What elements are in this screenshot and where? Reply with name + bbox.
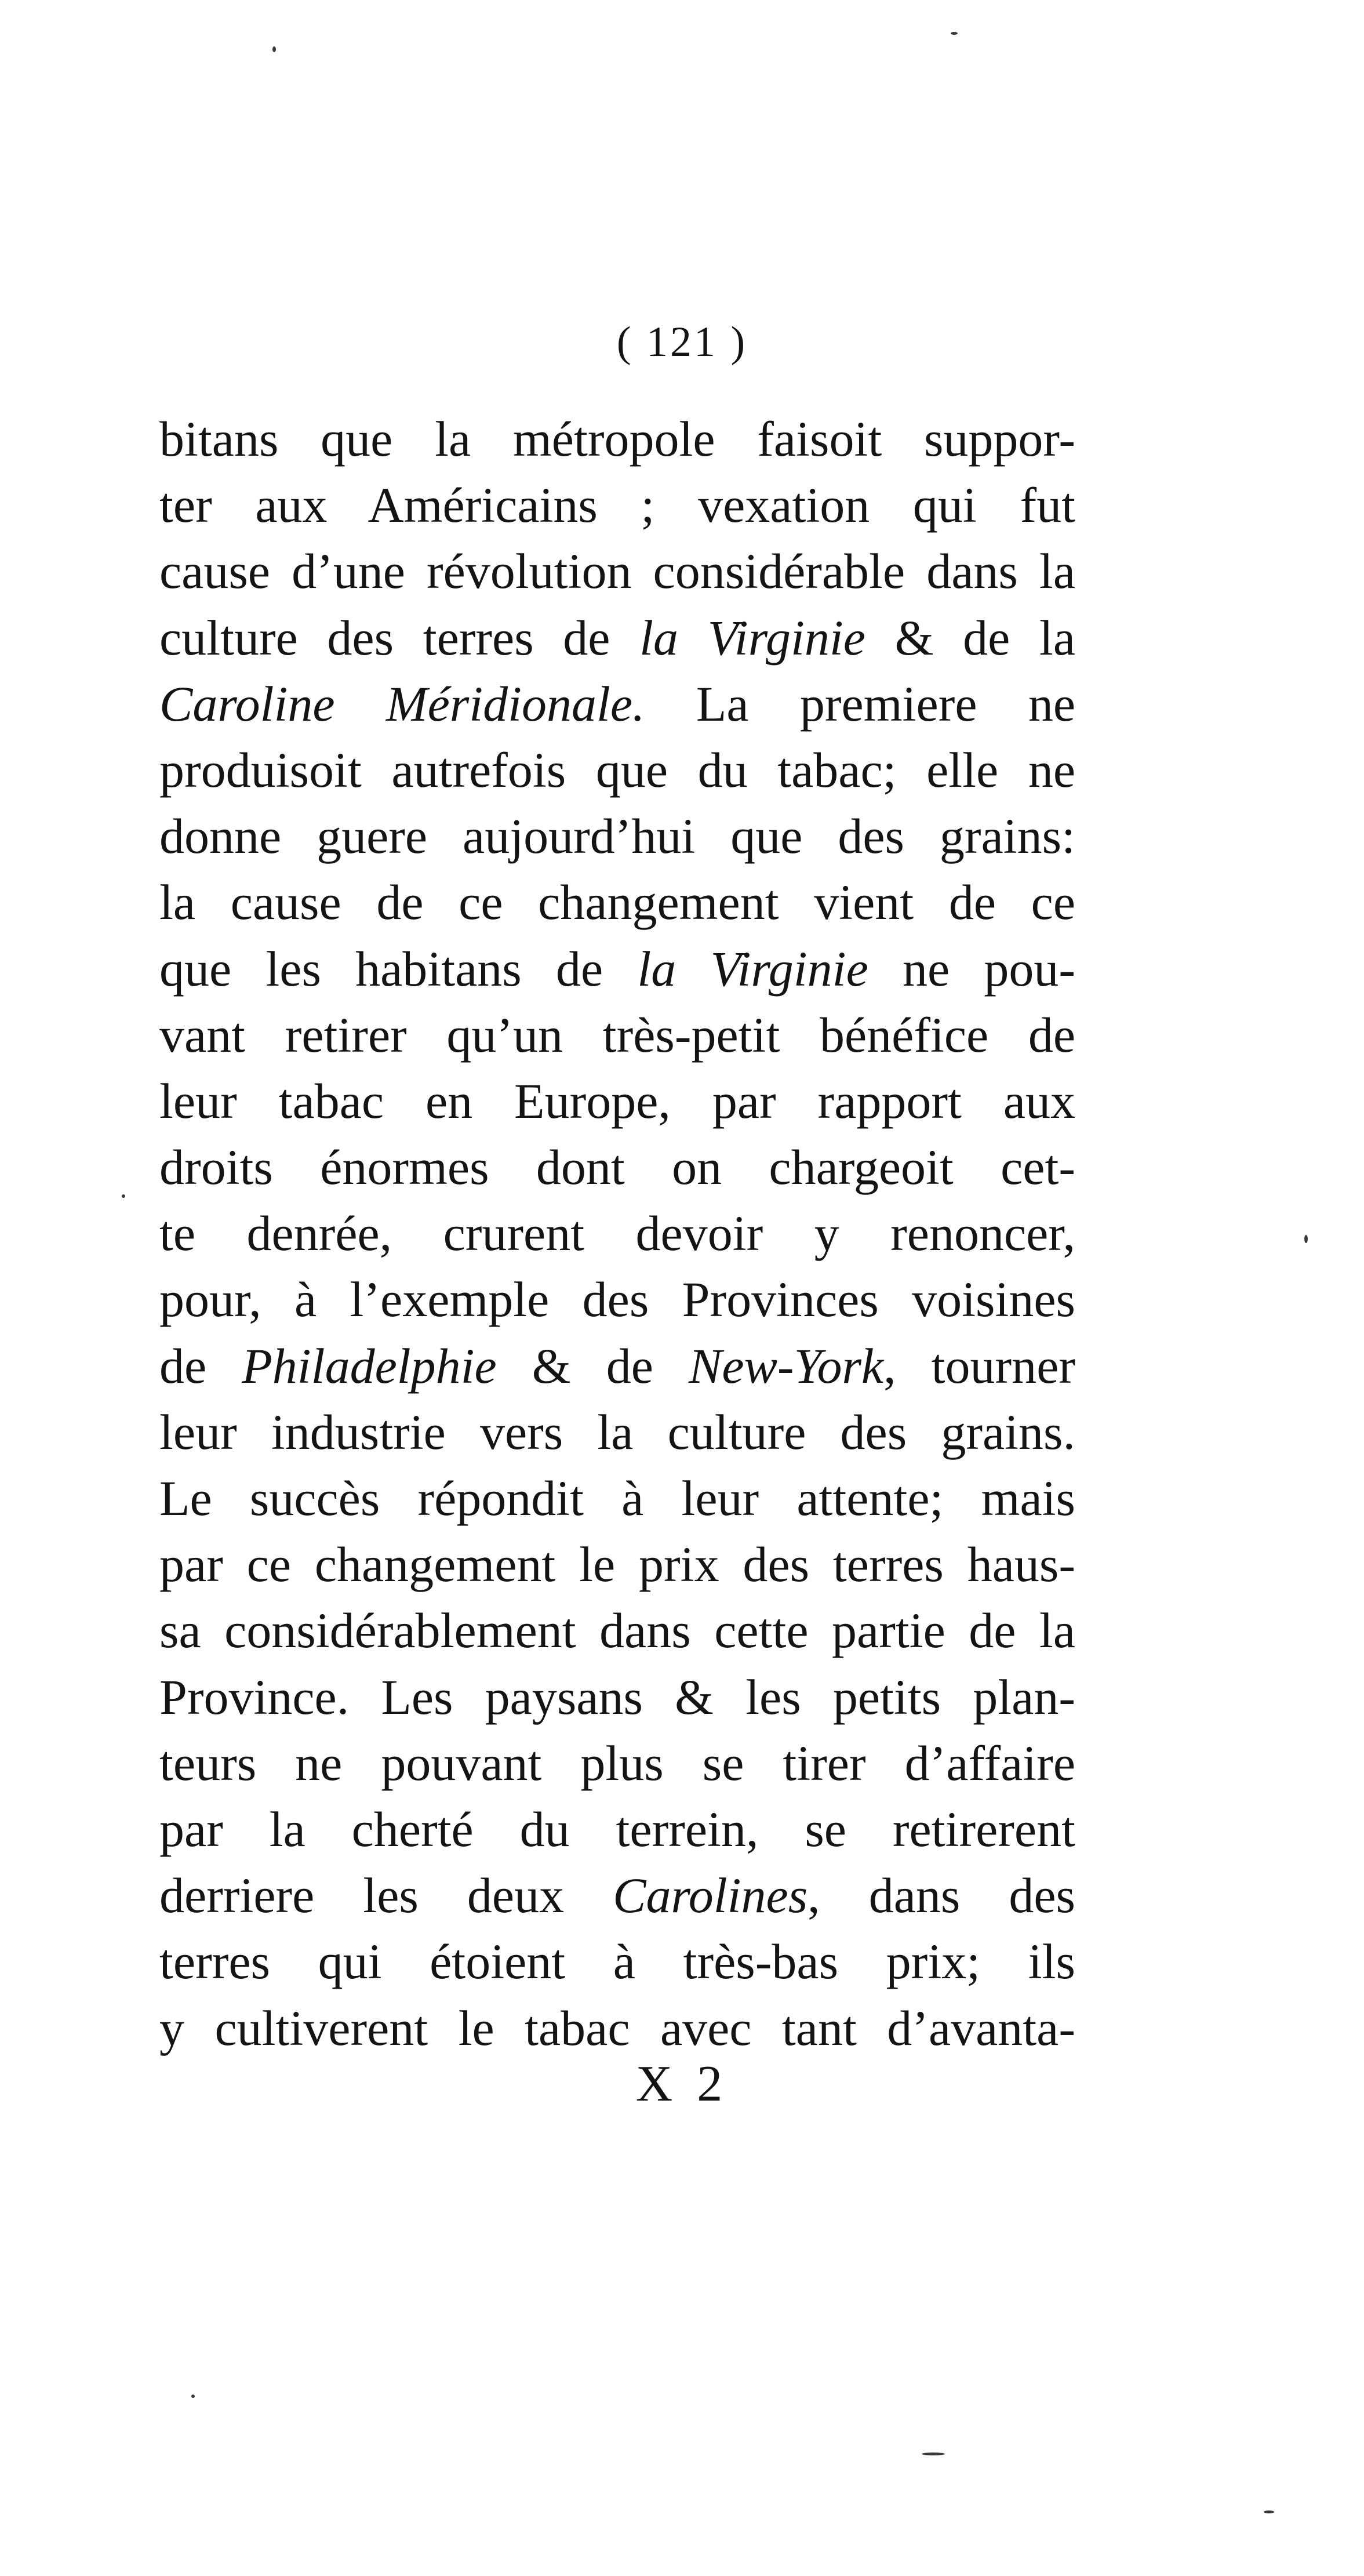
print-speck (272, 46, 276, 52)
text-segment: La premiere ne (645, 675, 1075, 732)
text-line (159, 869, 1075, 935)
print-speck (122, 1194, 125, 1198)
text-line (159, 1068, 1075, 1134)
text-line (159, 936, 1075, 1002)
text-segment: la cause de ce changement vient de ce (159, 874, 1075, 931)
text-line (159, 406, 1075, 472)
text-segment: , dans des (808, 1867, 1075, 1924)
text-segment: par ce changement le prix des terres haus- (159, 1536, 1075, 1593)
text-segment: leur tabac en Europe, par rapport aux (159, 1073, 1075, 1129)
text-segment: par la cherté du terrein, se retirerent (159, 1801, 1075, 1857)
text-segment: culture des terres de (159, 609, 640, 666)
italic-text-segment: New-York (688, 1338, 884, 1394)
text-line (159, 1200, 1075, 1266)
text-line (159, 803, 1075, 869)
text-segment: ne pou- (868, 940, 1075, 997)
print-speck (922, 2453, 945, 2455)
text-segment: , tourner (883, 1338, 1075, 1394)
text-segment: pour, à l’exemple des Provinces voisines (159, 1271, 1075, 1328)
text-segment: terres qui étoient à très-bas prix; ils (159, 1934, 1075, 1990)
text-segment: produisoit autrefois que du tabac; elle ne (159, 742, 1075, 798)
italic-text-segment: la Virginie (639, 609, 865, 666)
text-segment: leur industrie vers la culture des grains. (159, 1404, 1075, 1460)
text-line (159, 1928, 1075, 1994)
text-segment: & de la (865, 609, 1075, 666)
text-segment: droits énormes dont on chargeoit cet- (159, 1139, 1075, 1196)
text-segment: Province. Les paysans & les petits plan- (159, 1669, 1075, 1725)
text-line (159, 1531, 1075, 1597)
text-segment: sa considérablement dans cette partie de la (159, 1603, 1075, 1659)
print-speck (1304, 1235, 1308, 1243)
text-line (159, 1266, 1075, 1332)
text-line (159, 1597, 1075, 1663)
text-segment: ter aux Américains ; vexation qui fut (159, 477, 1075, 533)
text-segment: derriere les deux (159, 1867, 613, 1924)
italic-text-segment: Carolines (613, 1867, 808, 1924)
text-line (159, 538, 1075, 604)
text-line (159, 1333, 1075, 1399)
text-line (159, 1465, 1075, 1531)
text-line (159, 1995, 1075, 2061)
text-line (159, 605, 1075, 671)
text-line (159, 1134, 1075, 1200)
text-line (159, 1399, 1075, 1465)
text-line (159, 1664, 1075, 1730)
text-line (159, 1862, 1075, 1928)
text-line (159, 1002, 1075, 1068)
text-segment: & de (496, 1338, 689, 1394)
text-line (159, 472, 1075, 538)
italic-text-segment: Philadelphie (242, 1338, 497, 1394)
text-segment: y cultiverent le tabac avec tant d’avanta- (159, 2000, 1075, 2056)
text-segment: donne guere aujourd’hui que des grains: (159, 808, 1075, 864)
text-segment: que les habitans de (159, 940, 638, 997)
text-segment: teurs ne pouvant plus se tirer d’affaire (159, 1735, 1075, 1791)
text-segment: vant retirer qu’un très-petit bénéfice de (159, 1007, 1075, 1063)
text-line (159, 671, 1075, 737)
italic-text-segment: Caroline Méridionale. (159, 675, 645, 732)
page-number-header: ( 121 ) (616, 318, 748, 366)
text-line (159, 737, 1075, 803)
text-segment: te denrée, crurent devoir y renoncer, (159, 1205, 1075, 1262)
text-segment: bitans que la métropole faisoit suppor- (159, 411, 1075, 467)
text-segment: cause d’une révolution considérable dans la (159, 543, 1075, 600)
text-line (159, 1796, 1075, 1862)
signature-mark: X 2 (635, 2056, 729, 2112)
print-speck (1264, 2510, 1274, 2513)
print-speck (951, 32, 958, 35)
italic-text-segment: la Virginie (637, 940, 868, 997)
text-segment: Le succès répondit à leur attente; mais (159, 1470, 1075, 1526)
text-line (159, 1730, 1075, 1796)
print-speck (191, 2395, 195, 2398)
text-segment: de (159, 1338, 242, 1394)
body-text (159, 406, 1075, 2061)
